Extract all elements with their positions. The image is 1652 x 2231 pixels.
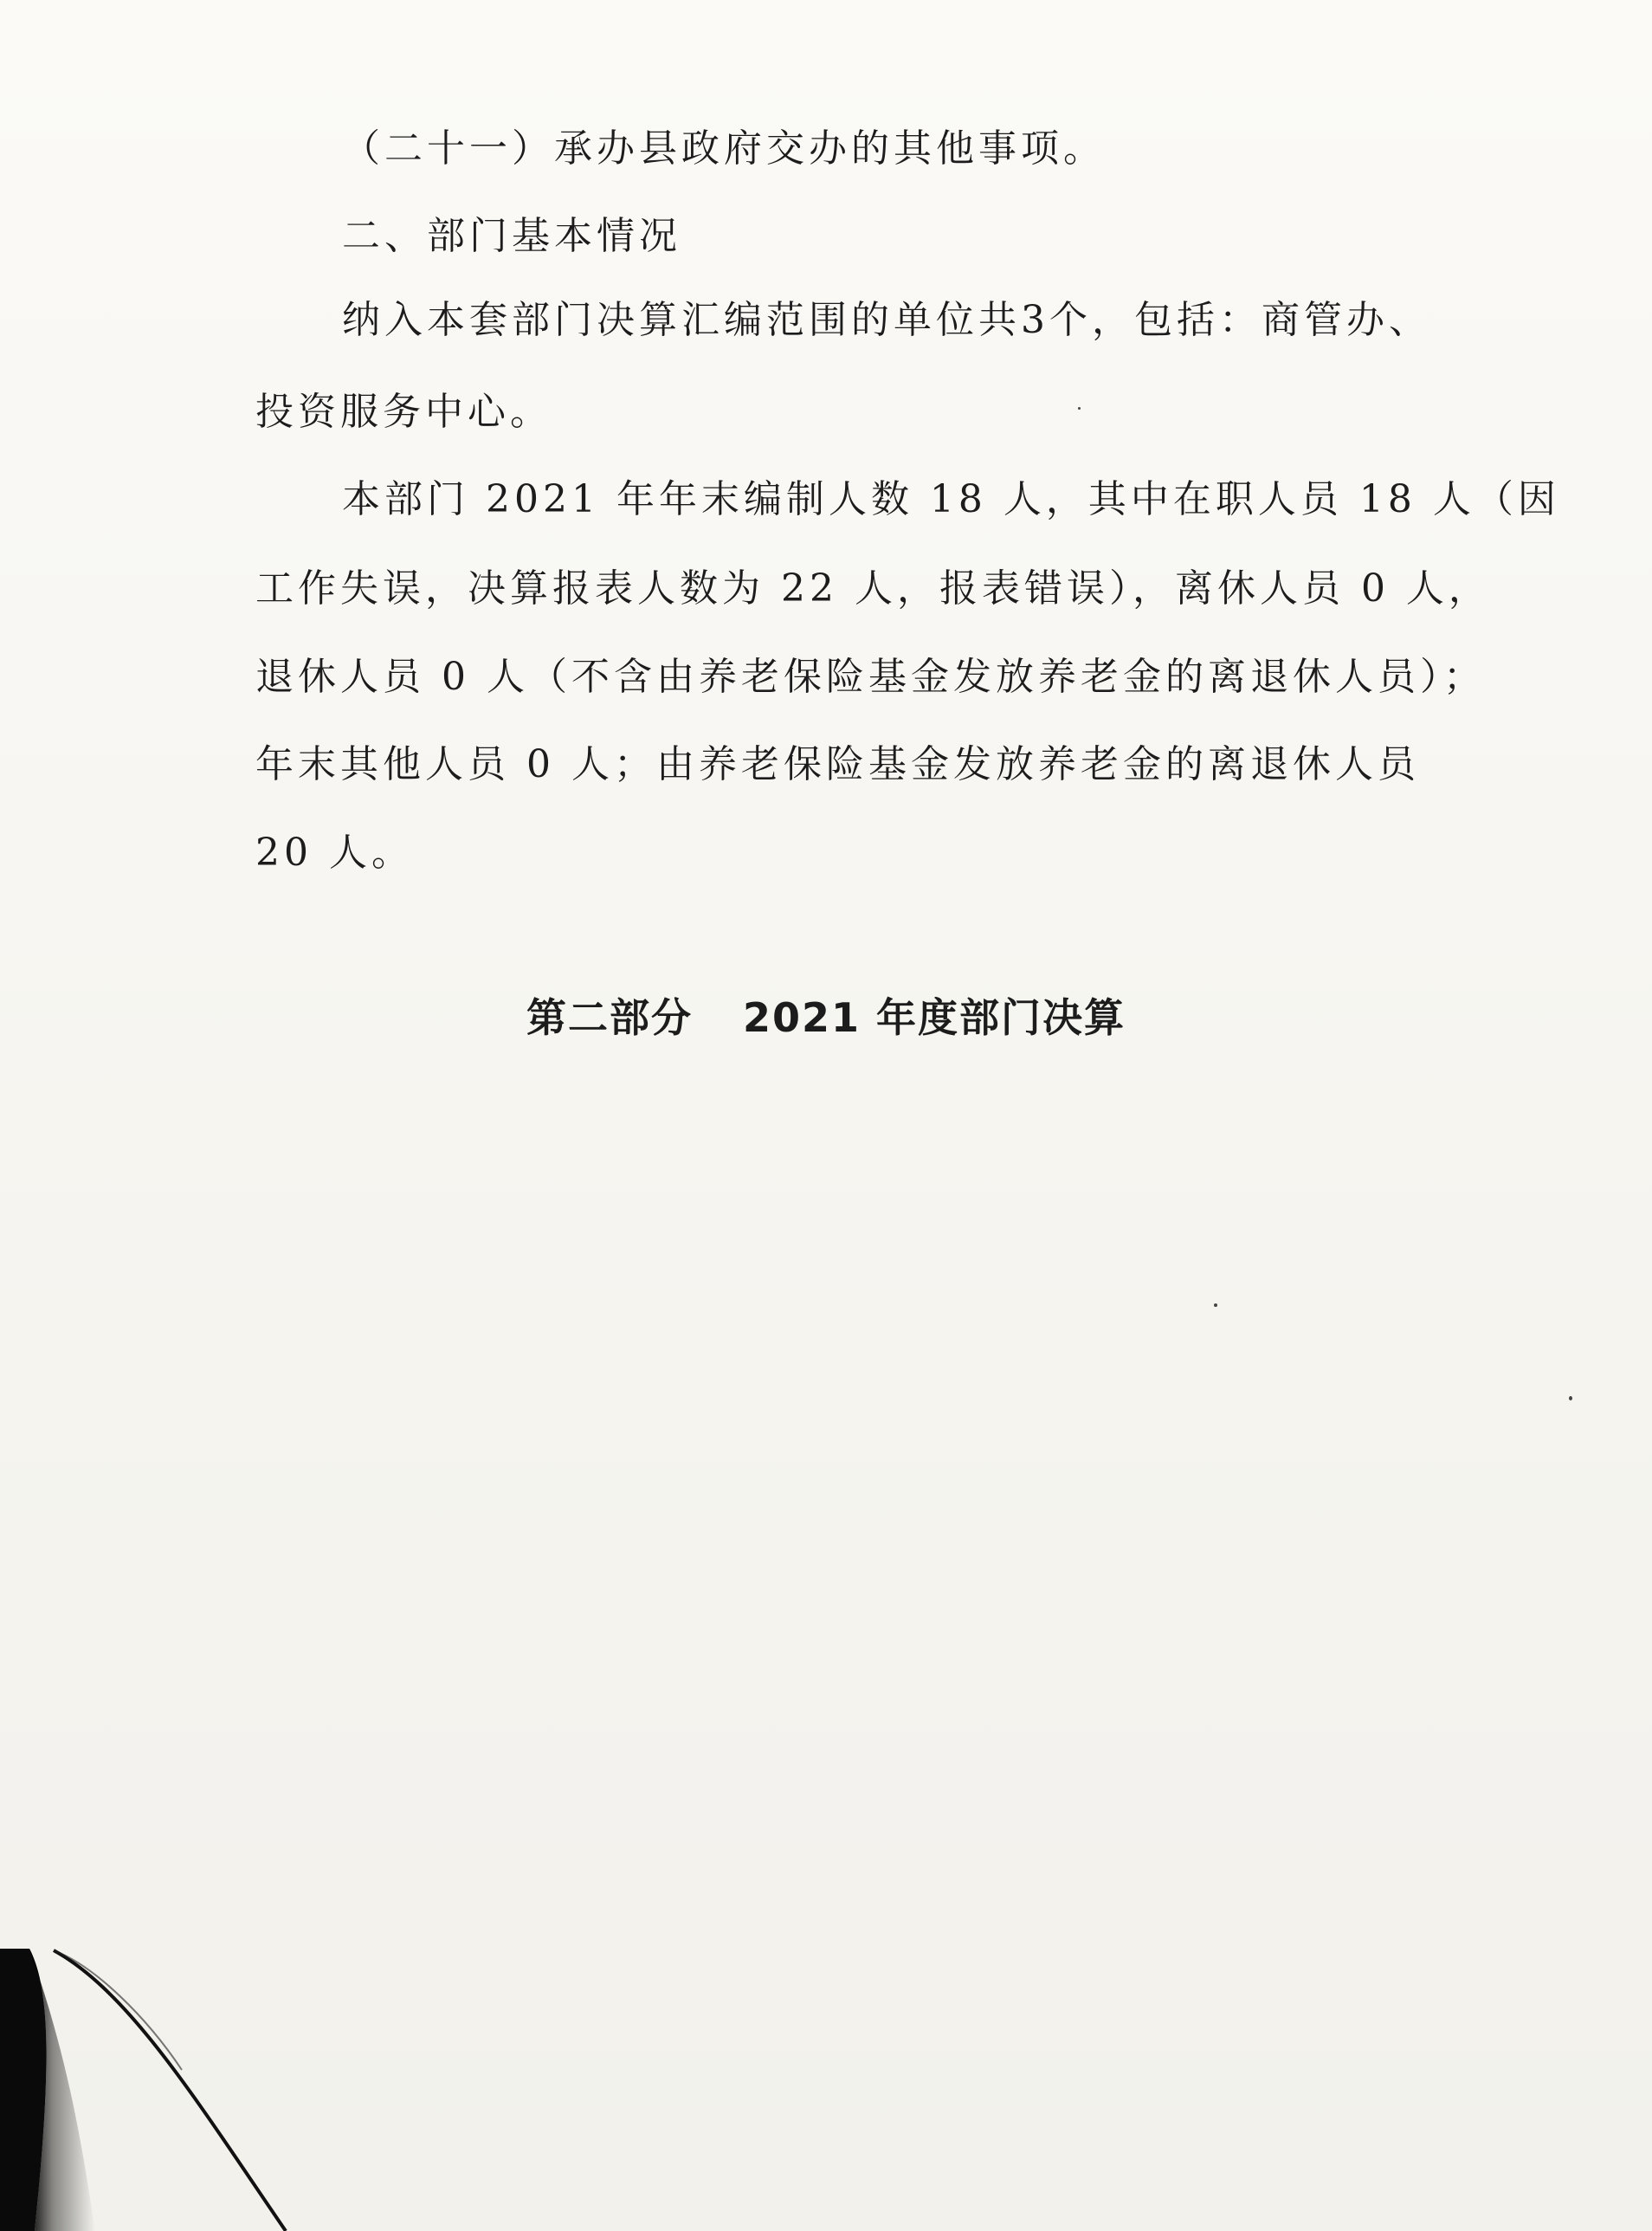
part-label: 第二部分 bbox=[526, 994, 693, 1041]
paragraph-staff-line-4: 年末其他人员 0 人；由养老保险基金发放养老金的离退休人员 bbox=[255, 742, 1420, 786]
item-21-text: （二十一）承办县政府交办的其他事项。 bbox=[342, 126, 1106, 171]
part-title: 2021 年度部门决算 bbox=[742, 994, 1126, 1041]
part-two-title bbox=[0, 992, 1652, 1044]
paragraph-staff-line-1: 本部门 2021 年年末编制人数 18 人，其中在职人员 18 人（因 bbox=[342, 477, 1560, 521]
scan-speck bbox=[1078, 407, 1081, 410]
scan-speck bbox=[1214, 1303, 1217, 1307]
paragraph-staff-line-3: 退休人员 0 人（不含由养老保险基金发放养老金的离退休人员）； bbox=[255, 655, 1486, 699]
scan-speck bbox=[1569, 1396, 1572, 1400]
paragraph-units-line-1: 纳入本套部门决算汇编范围的单位共3个，包括：商管办、 bbox=[342, 298, 1431, 342]
page-curl-shadow bbox=[0, 1888, 364, 2231]
paragraph-units-line-2: 投资服务中心。 bbox=[255, 390, 552, 434]
paragraph-staff-line-5: 20 人。 bbox=[255, 831, 414, 875]
paragraph-staff-line-2: 工作失误，决算报表人数为 22 人，报表错误），离休人员 0 人， bbox=[255, 566, 1491, 611]
section-two-heading: 二、部门基本情况 bbox=[342, 214, 681, 258]
